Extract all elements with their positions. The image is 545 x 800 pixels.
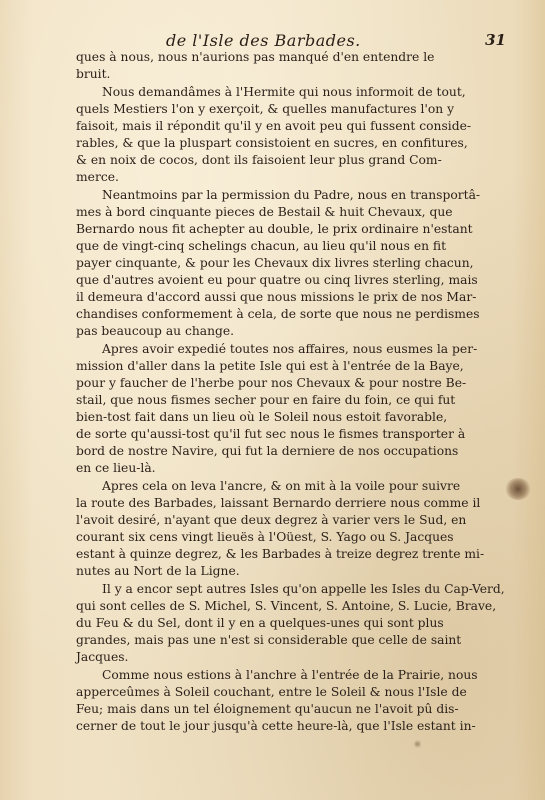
text-line: cerner de tout le jour jusqu'à cette heure-là, que l'Isle estant in-	[76, 719, 476, 733]
text-line: Apres cela on leva l'ancre, & on mit à la voile pour suivre	[102, 479, 461, 493]
text-line: payer cinquante, & pour les Chevaux dix livres sterling chacun,	[76, 256, 474, 270]
text-line: rables, & que la pluspart consistoient en sucres, en confitures,	[76, 136, 468, 150]
text-line: bord de nostre Navire, qui fut la derniere de nos occupations	[76, 444, 459, 458]
text-line: estant à quinze degrez, & les Barbades à treize degrez trente mi-	[76, 547, 485, 561]
text-line: apperceûmes à Soleil couchant, entre le Soleil & nous l'Isle de	[76, 685, 467, 699]
text-line: ques à nous, nous n'aurions pas manqué d'en entendre le	[76, 50, 435, 64]
ink-spot	[413, 740, 422, 748]
text-line: la route des Barbades, laissant Bernardo derriere nous comme il	[76, 496, 481, 510]
text-line: Feu; mais dans un tel éloignement qu'aucun ne l'avoit pû dis-	[76, 702, 459, 716]
text-line: bruit.	[76, 67, 111, 81]
text-line: qui sont celles de S. Michel, S. Vincent, S. Antoine, S. Lucie, Brave,	[76, 599, 497, 613]
paragraph	[76, 187, 481, 340]
text-line: bien-tost fait dans un lieu où le Soleil nous estoit favorable,	[76, 410, 448, 424]
text-line: mission d'aller dans la petite Isle qui est à l'entrée de la Baye,	[76, 359, 464, 373]
text-line: Apres avoir expedié toutes nos affaires, nous eusmes la per-	[102, 342, 478, 356]
text-line: Il y a encor sept autres Isles qu'on appelle les Isles du Cap-Verd,	[102, 582, 505, 596]
text-line: que d'autres avoient eu pour quatre ou cinq livres sterling, mais	[76, 273, 478, 287]
paragraph	[76, 84, 472, 186]
text-line: nutes au Nort de la Ligne.	[76, 564, 240, 578]
text-line: pour y faucher de l'herbe pour nos Chevaux & pour nostre Be-	[76, 376, 467, 390]
text-line: Nous demandâmes à l'Hermite qui nous informoit de tout,	[102, 85, 466, 99]
text-line: mes à bord cinquante pieces de Bestail & huit Chevaux, que	[76, 205, 453, 219]
text-line: l'avoit desiré, n'ayant que deux degrez à varier vers le Sud, en	[76, 513, 467, 527]
text-line: quels Mestiers l'on y exerçoit, & quelles manufactures l'on y	[76, 102, 455, 116]
paragraph	[76, 341, 478, 477]
text-line: grandes, mais pas une n'est si considerable que celle de saint	[76, 633, 462, 647]
text-line: du Feu & du Sel, dont il y en a quelques-unes qui sont plus	[76, 616, 444, 630]
text-line: courant six cens vingt lieuës à l'Oüest, S. Yago ou S. Jacques	[76, 530, 454, 544]
body-text	[76, 49, 505, 735]
text-line: que de vingt-cinq schelings chacun, au lieu qu'il nous en fit	[76, 239, 447, 253]
paragraph	[76, 667, 478, 735]
text-line: merce.	[76, 170, 119, 184]
text-line: Comme nous estions à l'anchre à l'entrée de la Prairie, nous	[102, 668, 478, 682]
text-line: de sorte qu'aussi-tost qu'il fut sec nous le fismes transporter à	[76, 427, 466, 441]
text-line: stail, que nous fismes secher pour en faire du foin, ce qui fut	[76, 393, 456, 407]
text-line: faisoit, mais il répondit qu'il y en avoit peu qui fussent conside-	[76, 119, 472, 133]
paragraph	[76, 478, 485, 580]
text-line: Jacques.	[76, 650, 129, 664]
running-title: de l'Isle des Barbades.	[166, 31, 361, 50]
ink-stain	[505, 478, 531, 500]
text-line: il demeura d'accord aussi que nous missions le prix de nos Mar-	[76, 290, 477, 304]
text-line: en ce lieu-là.	[76, 461, 156, 475]
page-number: 31	[485, 31, 506, 49]
text-line: & en noix de cocos, dont ils faisoient leur plus grand Com-	[76, 153, 442, 167]
paragraph	[76, 581, 505, 666]
text-line: pas beaucoup au change.	[76, 324, 235, 338]
text-line: chandises conformement à cela, de sorte que nous ne perdismes	[76, 307, 480, 321]
text-line: Neantmoins par la permission du Padre, nous en transportâ-	[102, 188, 481, 202]
paragraph	[76, 49, 448, 83]
text-line: Bernardo nous fit achepter au double, le prix ordinaire n'estant	[76, 222, 473, 236]
